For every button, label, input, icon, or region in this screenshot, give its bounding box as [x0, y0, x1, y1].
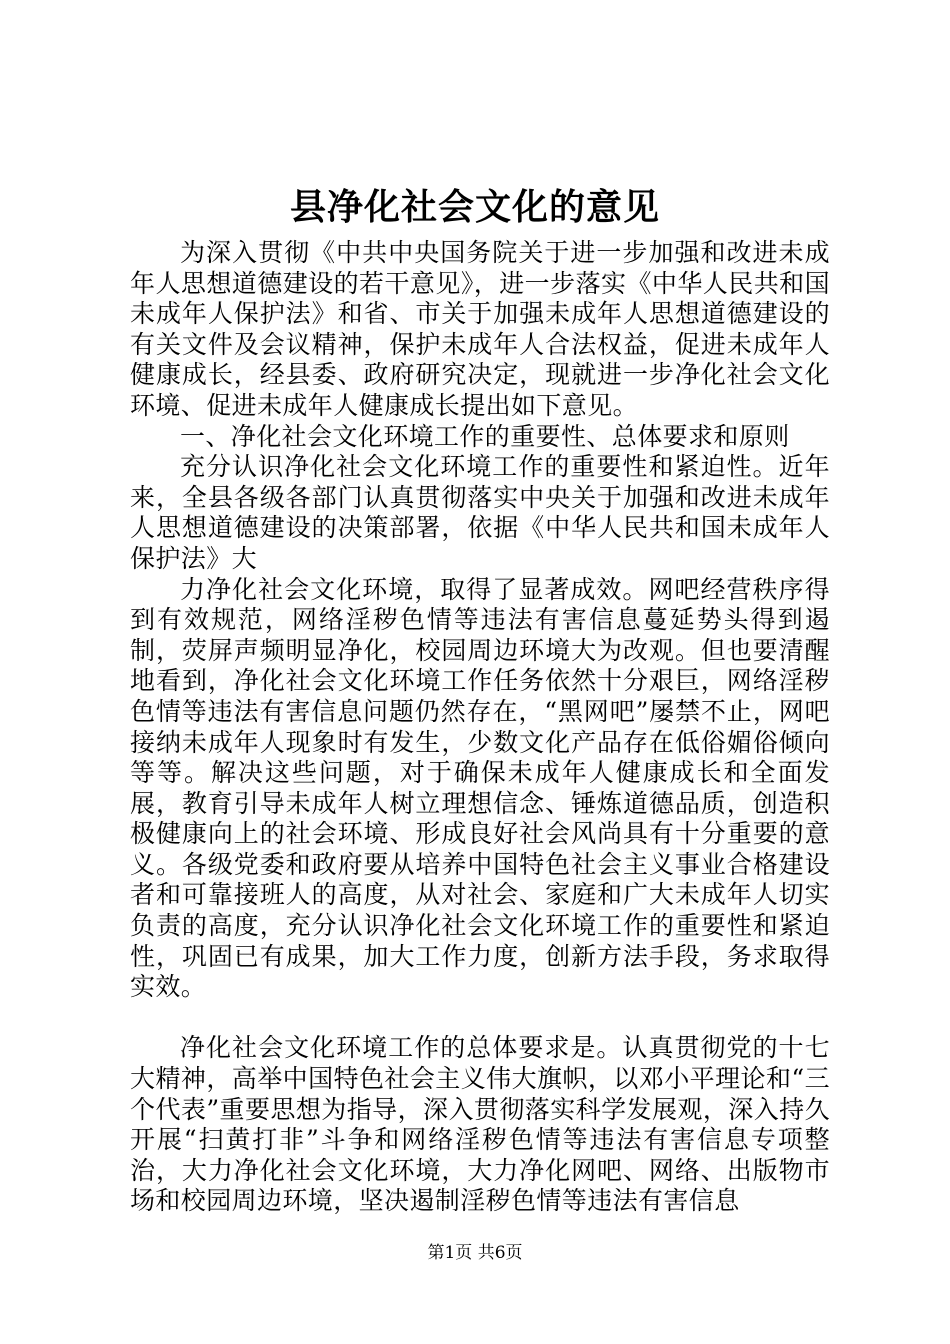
- body-paragraph: 力净化社会文化环境，取得了显著成效。网吧经营秩序得到有效规范，网络淫秽色情等违法有害信息蔓延势头得到遏制，荧屏声频明显净化，校园周边环境大为改观。但也要清醒地看到，净化社会文化环境工作任务依然十分艰巨，网络淫秽色情等违法有害信息问题仍然存在，“黑网吧”屡禁不止，网吧接纳未成年人现象时有发生，少数文化产品存在低俗媚俗倾向等等。解决这些问题，对于确保未成年人健康成长和全面发展，教育引导未成年人树立理想信念、锤炼道德品质，创造积极健康向上的社会环境、形成良好社会风尚具有十分重要的意义。各级党委和政府要从培养中国特色社会主义事业合格建设者和可靠接班人的高度，从对社会、家庭和广大未成年人切实负责的高度，充分认识净化社会文化环境工作的重要性和紧迫性，巩固已有成果，加大工作力度，创新方法手段，务求取得实效。: [130, 574, 830, 1002]
- body-paragraph: 充分认识净化社会文化环境工作的重要性和紧迫性。近年来，全县各级各部门认真贯彻落实中央关于加强和改进未成年人思想道德建设的决策部署，依据《中华人民共和国未成年人保护法》大: [130, 452, 830, 573]
- section-heading: 一、净化社会文化环境工作的重要性、总体要求和原则: [180, 421, 790, 451]
- intro-paragraph: 为深入贯彻《中共中央国务院关于进一步加强和改进未成年人思想道德建设的若干意见》，进一步落实《中华人民共和国未成年人保护法》和省、市关于加强未成年人思想道德建设的有关文件及会议精神，保护未成年人合法权益，促进未成年人健康成长，经县委、政府研究决定，现就进一步净化社会文化环境、促进未成年人健康成长提出如下意见。: [130, 238, 830, 420]
- document-body: [130, 238, 830, 1217]
- page-number-footer: 第1页 共6页: [427, 1243, 523, 1263]
- paragraph-spacer: [130, 1003, 830, 1034]
- document-title: 县净化社会文化的意见: [289, 186, 660, 228]
- body-paragraph: 净化社会文化环境工作的总体要求是。认真贯彻党的十七大精神，高举中国特色社会主义伟大旗帜，以邓小平理论和“三个代表”重要思想为指导，深入贯彻落实科学发展观，深入持久开展“扫黄打非”斗争和网络淫秽色情等违法有害信息专项整治，大力净化社会文化环境，大力净化网吧、网络、出版物市场和校园周边环境，坚决遏制淫秽色情等违法有害信息: [130, 1033, 830, 1216]
